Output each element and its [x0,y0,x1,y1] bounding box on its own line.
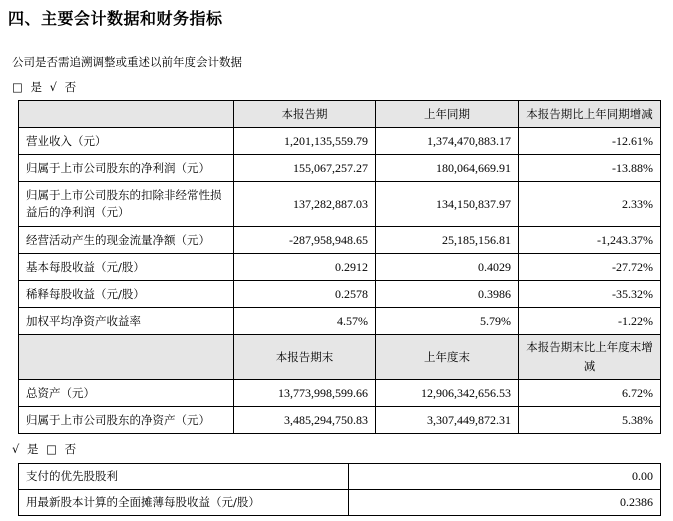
row-label: 归属于上市公司股东的扣除非经常性损益后的净利润（元） [19,182,234,227]
change-value: 2.33% [519,182,661,227]
section-heading: 四、主要会计数据和财务指标 [8,9,223,28]
table-row [19,308,661,335]
change-value: 6.72% [519,380,661,407]
change-value: -35.32% [519,281,661,308]
row-value: 0.2386 [349,490,661,516]
row-label: 支付的优先股股利 [19,464,349,490]
header-prior-period: 上年同期 [376,101,519,128]
prior-value: 1,374,470,883.17 [376,128,519,155]
header-period-end-change: 本报告期末比上年度末增减 [519,335,661,380]
header-blank [19,335,234,380]
current-value: -287,958,948.65 [234,227,376,254]
prior-value: 12,906,342,656.53 [376,380,519,407]
table-header-row [19,101,661,128]
table-subheader-row [19,335,661,380]
row-label: 基本每股收益（元/股） [19,254,234,281]
current-value: 3,485,294,750.83 [234,407,376,434]
prior-value: 25,185,156.81 [376,227,519,254]
prior-value: 0.3986 [376,281,519,308]
prior-value: 0.4029 [376,254,519,281]
current-value: 137,282,887.03 [234,182,376,227]
table-row [19,227,661,254]
change-value: -1,243.37% [519,227,661,254]
row-label: 加权平均净资产收益率 [19,308,234,335]
row-label: 稀释每股收益（元/股） [19,281,234,308]
header-prior-year-end: 上年度末 [376,335,519,380]
header-current-period: 本报告期 [234,101,376,128]
table-row [19,128,661,155]
table-row [19,464,661,490]
restatement-choice: □ 是 √ 否 [12,80,79,94]
header-change: 本报告期比上年同期增减 [519,101,661,128]
row-label: 归属于上市公司股东的净利润（元） [19,155,234,182]
preferred-dividend-choice: √ 是 □ 否 [12,442,79,456]
table-row [19,281,661,308]
row-label: 营业收入（元） [19,128,234,155]
table-row [19,407,661,434]
current-value: 1,201,135,559.79 [234,128,376,155]
row-value: 0.00 [349,464,661,490]
current-value: 0.2578 [234,281,376,308]
table-row [19,490,661,516]
change-value: -27.72% [519,254,661,281]
table-row [19,254,661,281]
current-value: 155,067,257.27 [234,155,376,182]
key-financial-data-table [18,100,661,434]
table-row [19,182,661,227]
restatement-question: 公司是否需追溯调整或重述以前年度会计数据 [12,55,242,69]
prior-value: 5.79% [376,308,519,335]
prior-value: 134,150,837.97 [376,182,519,227]
table-row [19,380,661,407]
row-label: 总资产（元） [19,380,234,407]
change-value: 5.38% [519,407,661,434]
current-value: 4.57% [234,308,376,335]
row-label: 经营活动产生的现金流量净额（元） [19,227,234,254]
change-value: -13.88% [519,155,661,182]
table-row [19,155,661,182]
header-period-end: 本报告期末 [234,335,376,380]
change-value: -1.22% [519,308,661,335]
row-label: 用最新股本计算的全面摊薄每股收益（元/股） [19,490,349,516]
current-value: 0.2912 [234,254,376,281]
prior-value: 3,307,449,872.31 [376,407,519,434]
current-value: 13,773,998,599.66 [234,380,376,407]
change-value: -12.61% [519,128,661,155]
diluted-eps-table [18,463,661,516]
prior-value: 180,064,669.91 [376,155,519,182]
row-label: 归属于上市公司股东的净资产（元） [19,407,234,434]
header-blank [19,101,234,128]
